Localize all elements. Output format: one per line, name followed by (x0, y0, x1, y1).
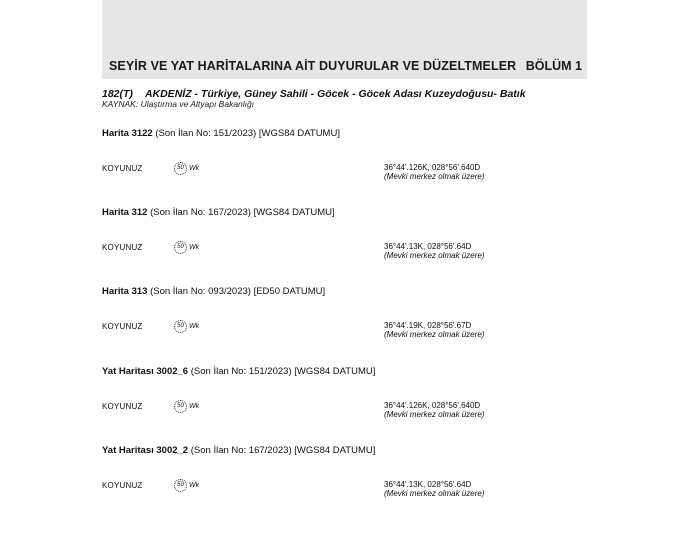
wreck-label: Wk (189, 482, 200, 489)
wreck-label: Wk (189, 403, 200, 410)
chart-position (384, 242, 484, 260)
chart-name: Harita 313 (102, 286, 148, 297)
chart-position (384, 401, 484, 419)
chart-heading (102, 128, 340, 139)
position-note: (Mevki merkez olmak üzere) (384, 410, 485, 419)
chart-name: Harita 312 (102, 207, 148, 218)
chart-detail: (Son İlan No: 151/2023) [WGS84 DATUMU] (190, 366, 376, 377)
position-coords: 36°44'.126K, 028°56'.640D (384, 163, 481, 172)
wreck-label: Wk (189, 244, 200, 251)
chart-action: KOYUNUZ (102, 164, 143, 173)
notice-title-text: AKDENİZ - Türkiye, Güney Sahili - Göcek - Göcek Adası Kuzeydoğusu- Batık (144, 88, 526, 100)
chart-position (384, 321, 484, 339)
wreck-label: Wk (189, 323, 200, 330)
position-note: (Mevki merkez olmak üzere) (384, 489, 485, 498)
chart-name: Harita 3122 (102, 128, 153, 139)
wreck-symbol (174, 162, 199, 175)
chart-heading (102, 366, 375, 377)
position-coords: 36°44'.13K, 028°56'.64D (384, 242, 472, 251)
depth-circle-icon: 50 (174, 320, 187, 333)
position-note: (Mevki merkez olmak üzere) (384, 251, 485, 260)
wreck-symbol (174, 320, 199, 333)
chart-position (384, 163, 484, 181)
chart-action: KOYUNUZ (102, 402, 143, 411)
chart-detail: (Son İlan No: 167/2023) [WGS84 DATUMU] (190, 445, 376, 456)
position-note: (Mevki merkez olmak üzere) (384, 330, 485, 339)
depth-circle-icon: 50 (174, 241, 187, 254)
position-coords: 36°44'.126K, 028°56'.640D (384, 401, 481, 410)
wreck-symbol (174, 400, 199, 413)
chart-action: KOYUNUZ (102, 322, 143, 331)
chart-heading (102, 286, 325, 297)
wreck-symbol (174, 241, 199, 254)
chart-name: Yat Haritası 3002_6 (102, 366, 189, 377)
chart-detail: (Son İlan No: 093/2023) [ED50 DATUMU] (150, 286, 326, 297)
position-note: (Mevki merkez olmak üzere) (384, 172, 485, 181)
wreck-symbol (174, 479, 199, 492)
chart-heading (102, 207, 335, 218)
chart-heading (102, 445, 375, 456)
depth-circle-icon: 50 (174, 400, 187, 413)
depth-circle-icon: 50 (174, 479, 187, 492)
depth-circle-icon: 50 (174, 162, 187, 175)
wreck-label: Wk (189, 165, 200, 172)
chart-detail: (Son İlan No: 167/2023) [WGS84 DATUMU] (150, 207, 335, 218)
header-title: SEYİR VE YAT HARİTALARINA AİT DUYURULAR VE DÜZELTMELER (109, 59, 517, 73)
chart-detail: (Son İlan No: 151/2023) [WGS84 DATUMU] (155, 128, 340, 139)
notice-number: 182(T) (102, 88, 133, 100)
header-section: BÖLÜM 1 (525, 59, 582, 73)
position-coords: 36°44'.13K, 028°56'.64D (384, 480, 472, 489)
chart-action: KOYUNUZ (102, 243, 143, 252)
chart-action: KOYUNUZ (102, 481, 143, 490)
page-header (102, 0, 587, 79)
position-coords: 36°44'.19K, 028°56'.67D (384, 321, 472, 330)
chart-name: Yat Haritası 3002_2 (102, 445, 189, 456)
notice-source: KAYNAK: Ulaştırma ve Altyapı Bakanlığı (102, 99, 255, 109)
chart-position (384, 480, 484, 498)
